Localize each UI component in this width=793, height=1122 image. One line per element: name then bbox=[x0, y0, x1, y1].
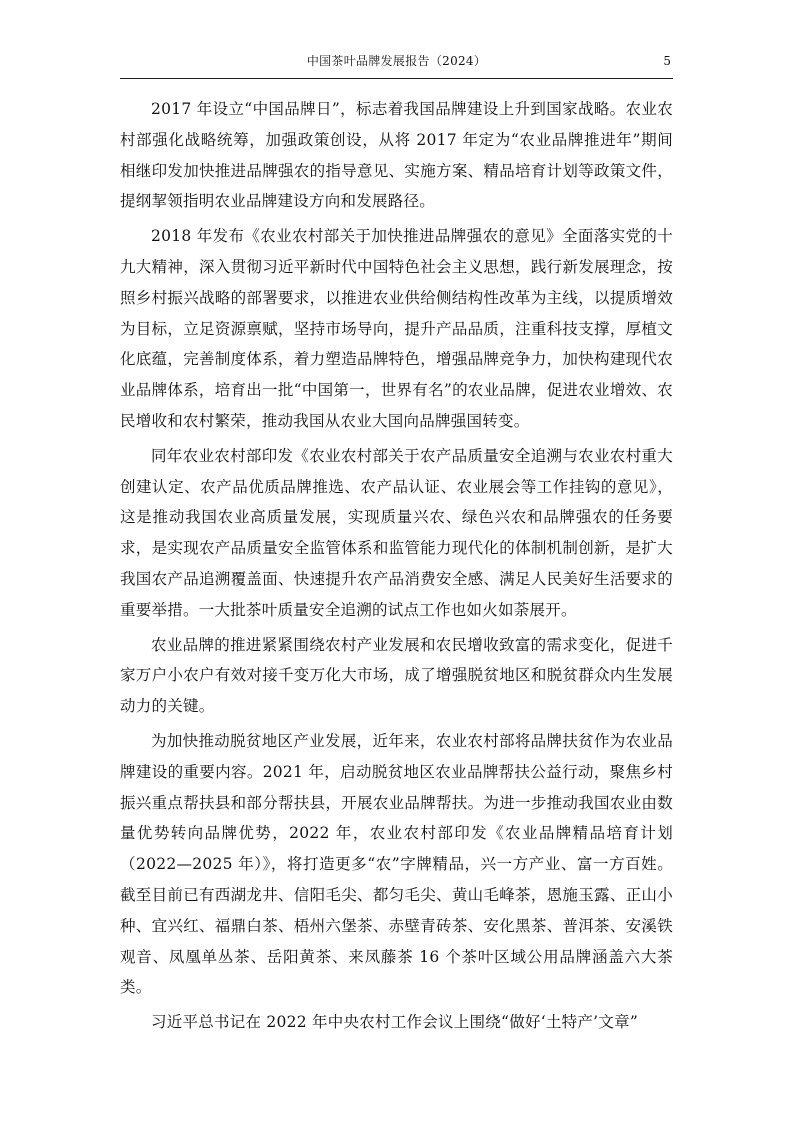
body-text bbox=[120, 94, 673, 1042]
paragraph: 2017 年设立“中国品牌日”，标志着我国品牌建设上升到国家战略。农业农村部强化战略统筹，加强政策创设，从将 2017 年定为“农业品牌推进年”期间相继印发加快推进品牌强农的指导意见、实施方案、精品培育计划等政策文件，提纲挈领指明农业品牌建设方向和发展路径。 bbox=[120, 100, 673, 211]
page-header bbox=[120, 50, 673, 79]
page-number: 5 bbox=[663, 54, 671, 68]
paragraph: 为加快推动脱贫地区产业发展，近年来，农业农村部将品牌扶贫作为农业品牌建设的重要内容。2021 年，启动脱贫地区农业品牌帮扶公益行动，聚焦乡村振兴重点帮扶县和部分帮扶县，开展农业品牌帮扶。为进一步推动我国农业由数量优势转向品牌优势，2022 年，农业农村部印发《农业品牌精品培育计划（2022—2025 年）》，将打造更多“农”字牌精品，兴一方产业、富一方百姓。截至目前已有西湖龙井、信阳毛尖、都匀毛尖、黄山毛峰茶，恩施玉露、正山小种、宜兴红、福鼎白茶、梧州六堡茶、赤壁青砖茶、安化黑茶、普洱茶、安溪铁观音、凤凰单丛茶、岳阳黄茶、来凤藤茶 16 个茶叶区域公用品牌涵盖六大茶类。 bbox=[120, 731, 673, 997]
paragraph: 习近平总书记在 2022 年中央农村工作会议上围绕“做好‘土特产’文章” bbox=[151, 1013, 639, 1032]
paragraph: 同年农业农村部印发《农业农村部关于农产品质量安全追溯与农业农村重大创建认定、农产品优质品牌推选、农产品认证、农业展会等工作挂钩的意见》，这是推动我国农业高质量发展，实现质量兴农、绿色兴农和品牌强农的任务要求，是实现农产品质量安全监管体系和监管能力现代化的体制机制创新，是扩大我国农产品追溯覆盖面、快速提升农产品消费安全感、满足人民美好生活要求的重要举措。一大批茶叶质量安全追溯的试点工作也如火如荼展开。 bbox=[120, 446, 673, 619]
paragraph: 2018 年发布《农业农村部关于加快推进品牌强农的意见》全面落实党的十九大精神，深入贯彻习近平新时代中国特色社会主义思想，践行新发展理念，按照乡村振兴战略的部署要求，以推进农业供给侧结构性改革为主线，以提质增效为目标，立足资源禀赋，坚持市场导向，提升产品品质，注重科技支撑，厚植文化底蕴，完善制度体系，着力塑造品牌特色，增强品牌竞争力，加快构建现代农业品牌体系，培育出一批“中国第一，世界有名”的农业品牌，促进农业增效、农民增收和农村繁荣，推动我国从农业大国向品牌强国转变。 bbox=[120, 227, 673, 430]
paragraph: 农业品牌的推进紧紧围绕农村产业发展和农民增收致富的需求变化，促进千家万户小农户有效对接千变万化大市场，成了增强脱贫地区和脱贫群众内生发展动力的关键。 bbox=[120, 635, 673, 716]
header-title: 中国茶叶品牌发展报告（2024） bbox=[306, 54, 487, 68]
